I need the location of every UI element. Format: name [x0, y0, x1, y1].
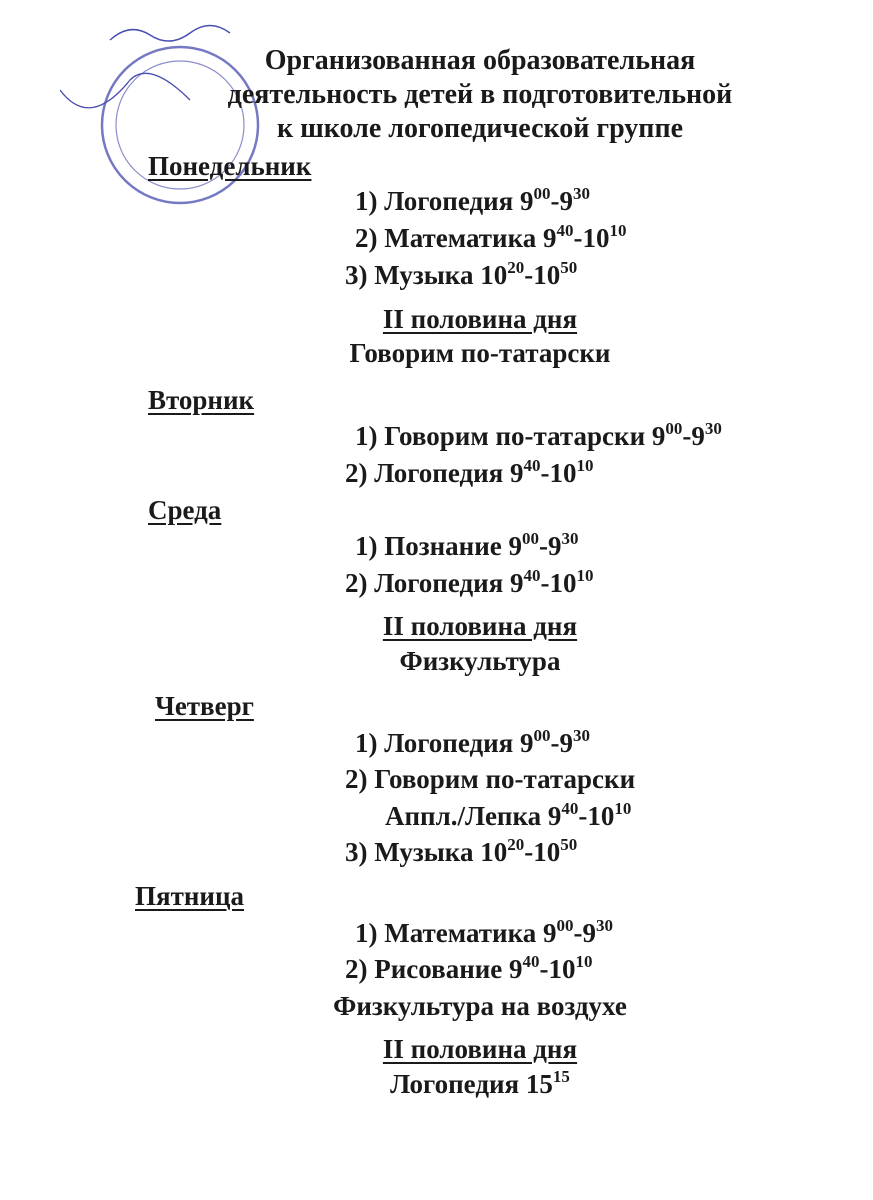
lesson [355, 185, 590, 217]
afternoon-activity-name: Говорим по-татарски [349, 338, 611, 368]
afternoon-minute: 15 [552, 1067, 570, 1086]
day-heading: Пятница [135, 881, 245, 911]
start-minute: 00 [522, 529, 540, 548]
lesson-number: 3) [345, 837, 375, 867]
lesson [345, 763, 635, 795]
time-separator: - [524, 260, 534, 290]
end-minute: 10 [609, 221, 627, 240]
lesson-subject: Рисование [374, 954, 510, 984]
lesson-subject: Логопедия [384, 728, 521, 758]
start-minute: 40 [561, 799, 579, 818]
time-separator: - [573, 223, 583, 253]
lesson [355, 917, 613, 949]
start-minute: 40 [556, 221, 574, 240]
extra-activity: Физкультура на воздухе [333, 991, 627, 1021]
time-separator: - [540, 458, 550, 488]
lesson-subject: Музыка [374, 260, 481, 290]
time-separator: - [540, 568, 550, 598]
start-hour: 9 [508, 531, 523, 561]
lesson-subject: Говорим по-татарски [384, 421, 652, 451]
end-hour: 9 [559, 186, 574, 216]
lesson-subject-continued [385, 800, 631, 832]
afternoon-activity [0, 337, 873, 369]
start-hour: 9 [520, 728, 534, 758]
lesson-subject: Логопедия [374, 458, 511, 488]
end-hour: 9 [548, 531, 562, 561]
afternoon-hour: 15 [525, 1069, 553, 1099]
start-minute: 00 [533, 726, 551, 745]
lesson [345, 259, 577, 291]
afternoon-activity [0, 645, 873, 677]
lesson-number: 1) [355, 186, 385, 216]
lesson-number: 1) [355, 531, 385, 561]
lesson [355, 420, 722, 452]
day-heading: Среда [148, 495, 222, 525]
afternoon-label: II половина дня [382, 1034, 578, 1064]
time-separator: - [578, 801, 588, 831]
start-hour: 9 [509, 954, 523, 984]
end-hour: 10 [549, 568, 577, 598]
start-minute: 00 [533, 184, 551, 203]
end-minute: 30 [573, 184, 591, 203]
start-hour: 9 [543, 918, 557, 948]
time-separator: - [539, 531, 549, 561]
title-line-3: к школе логопедической группе [276, 113, 683, 144]
lesson-subject: Познание [384, 531, 509, 561]
day-heading: Вторник [148, 385, 255, 415]
time-separator: - [573, 918, 583, 948]
lesson [345, 457, 594, 489]
lesson-number: 1) [355, 918, 385, 948]
end-hour: 9 [691, 421, 705, 451]
title-line-1: Организованная образовательная [264, 45, 696, 76]
lesson-subject-2: Аппл./Лепка [385, 801, 548, 831]
end-minute: 30 [596, 916, 614, 935]
start-hour: 9 [510, 568, 524, 598]
lesson-subject: Логопедия [374, 568, 511, 598]
afternoon-activity [0, 1068, 873, 1100]
lesson-number: 3) [345, 260, 375, 290]
lesson [355, 727, 590, 759]
lesson [345, 836, 577, 868]
afternoon-label: II половина дня [382, 611, 578, 641]
lesson-number: 2) [345, 954, 375, 984]
afternoon-activity-name: Логопедия [390, 1069, 526, 1099]
start-hour: 9 [651, 421, 666, 451]
end-minute: 30 [561, 529, 579, 548]
start-hour: 9 [543, 223, 557, 253]
end-minute: 30 [704, 419, 722, 438]
end-hour: 9 [582, 918, 597, 948]
time-separator: - [550, 186, 560, 216]
start-minute: 40 [523, 566, 541, 585]
end-hour: 10 [549, 458, 577, 488]
end-minute: 10 [614, 799, 632, 818]
end-minute: 10 [576, 456, 594, 475]
document-title [150, 44, 810, 146]
end-hour: 10 [533, 837, 561, 867]
lesson-number: 2) [345, 568, 375, 598]
start-hour: 10 [480, 837, 508, 867]
lesson-number: 2) [355, 223, 385, 253]
start-hour: 9 [547, 801, 562, 831]
start-minute: 40 [522, 952, 540, 971]
afternoon-label: II половина дня [382, 304, 578, 334]
end-minute: 50 [560, 258, 578, 277]
day-heading: Четверг [155, 691, 254, 721]
start-minute: 40 [523, 456, 541, 475]
start-hour: 10 [480, 260, 508, 290]
start-minute: 00 [556, 916, 574, 935]
lesson-number: 1) [355, 728, 385, 758]
lesson-subject: Говорим по-татарски [374, 764, 636, 794]
time-separator: - [682, 421, 692, 451]
start-hour: 9 [520, 186, 534, 216]
title-line-2: деятельность детей в подготовительной [227, 79, 733, 110]
end-hour: 10 [533, 260, 561, 290]
end-hour: 10 [548, 954, 576, 984]
lesson-subject: Музыка [374, 837, 481, 867]
lesson [345, 567, 594, 599]
lesson-number: 2) [345, 458, 375, 488]
start-minute: 20 [507, 835, 525, 854]
time-separator: - [550, 728, 560, 758]
end-hour: 10 [587, 801, 615, 831]
day-heading: Понедельник [148, 151, 312, 181]
end-hour: 10 [582, 223, 610, 253]
end-hour: 9 [559, 728, 574, 758]
start-minute: 00 [665, 419, 683, 438]
start-minute: 20 [507, 258, 525, 277]
start-hour: 9 [510, 458, 524, 488]
lesson [355, 222, 627, 254]
end-minute: 50 [560, 835, 578, 854]
lesson-subject: Математика [384, 223, 544, 253]
end-minute: 30 [573, 726, 591, 745]
time-separator: - [539, 954, 549, 984]
time-separator: - [524, 837, 534, 867]
afternoon-activity-name: Физкультура [399, 646, 561, 676]
lesson-subject: Математика [384, 918, 544, 948]
lesson [355, 530, 579, 562]
lesson-subject: Логопедия [384, 186, 521, 216]
end-minute: 10 [576, 566, 594, 585]
lesson-number: 1) [355, 421, 385, 451]
lesson [345, 953, 593, 985]
lesson-number: 2) [345, 764, 375, 794]
end-minute: 10 [575, 952, 593, 971]
